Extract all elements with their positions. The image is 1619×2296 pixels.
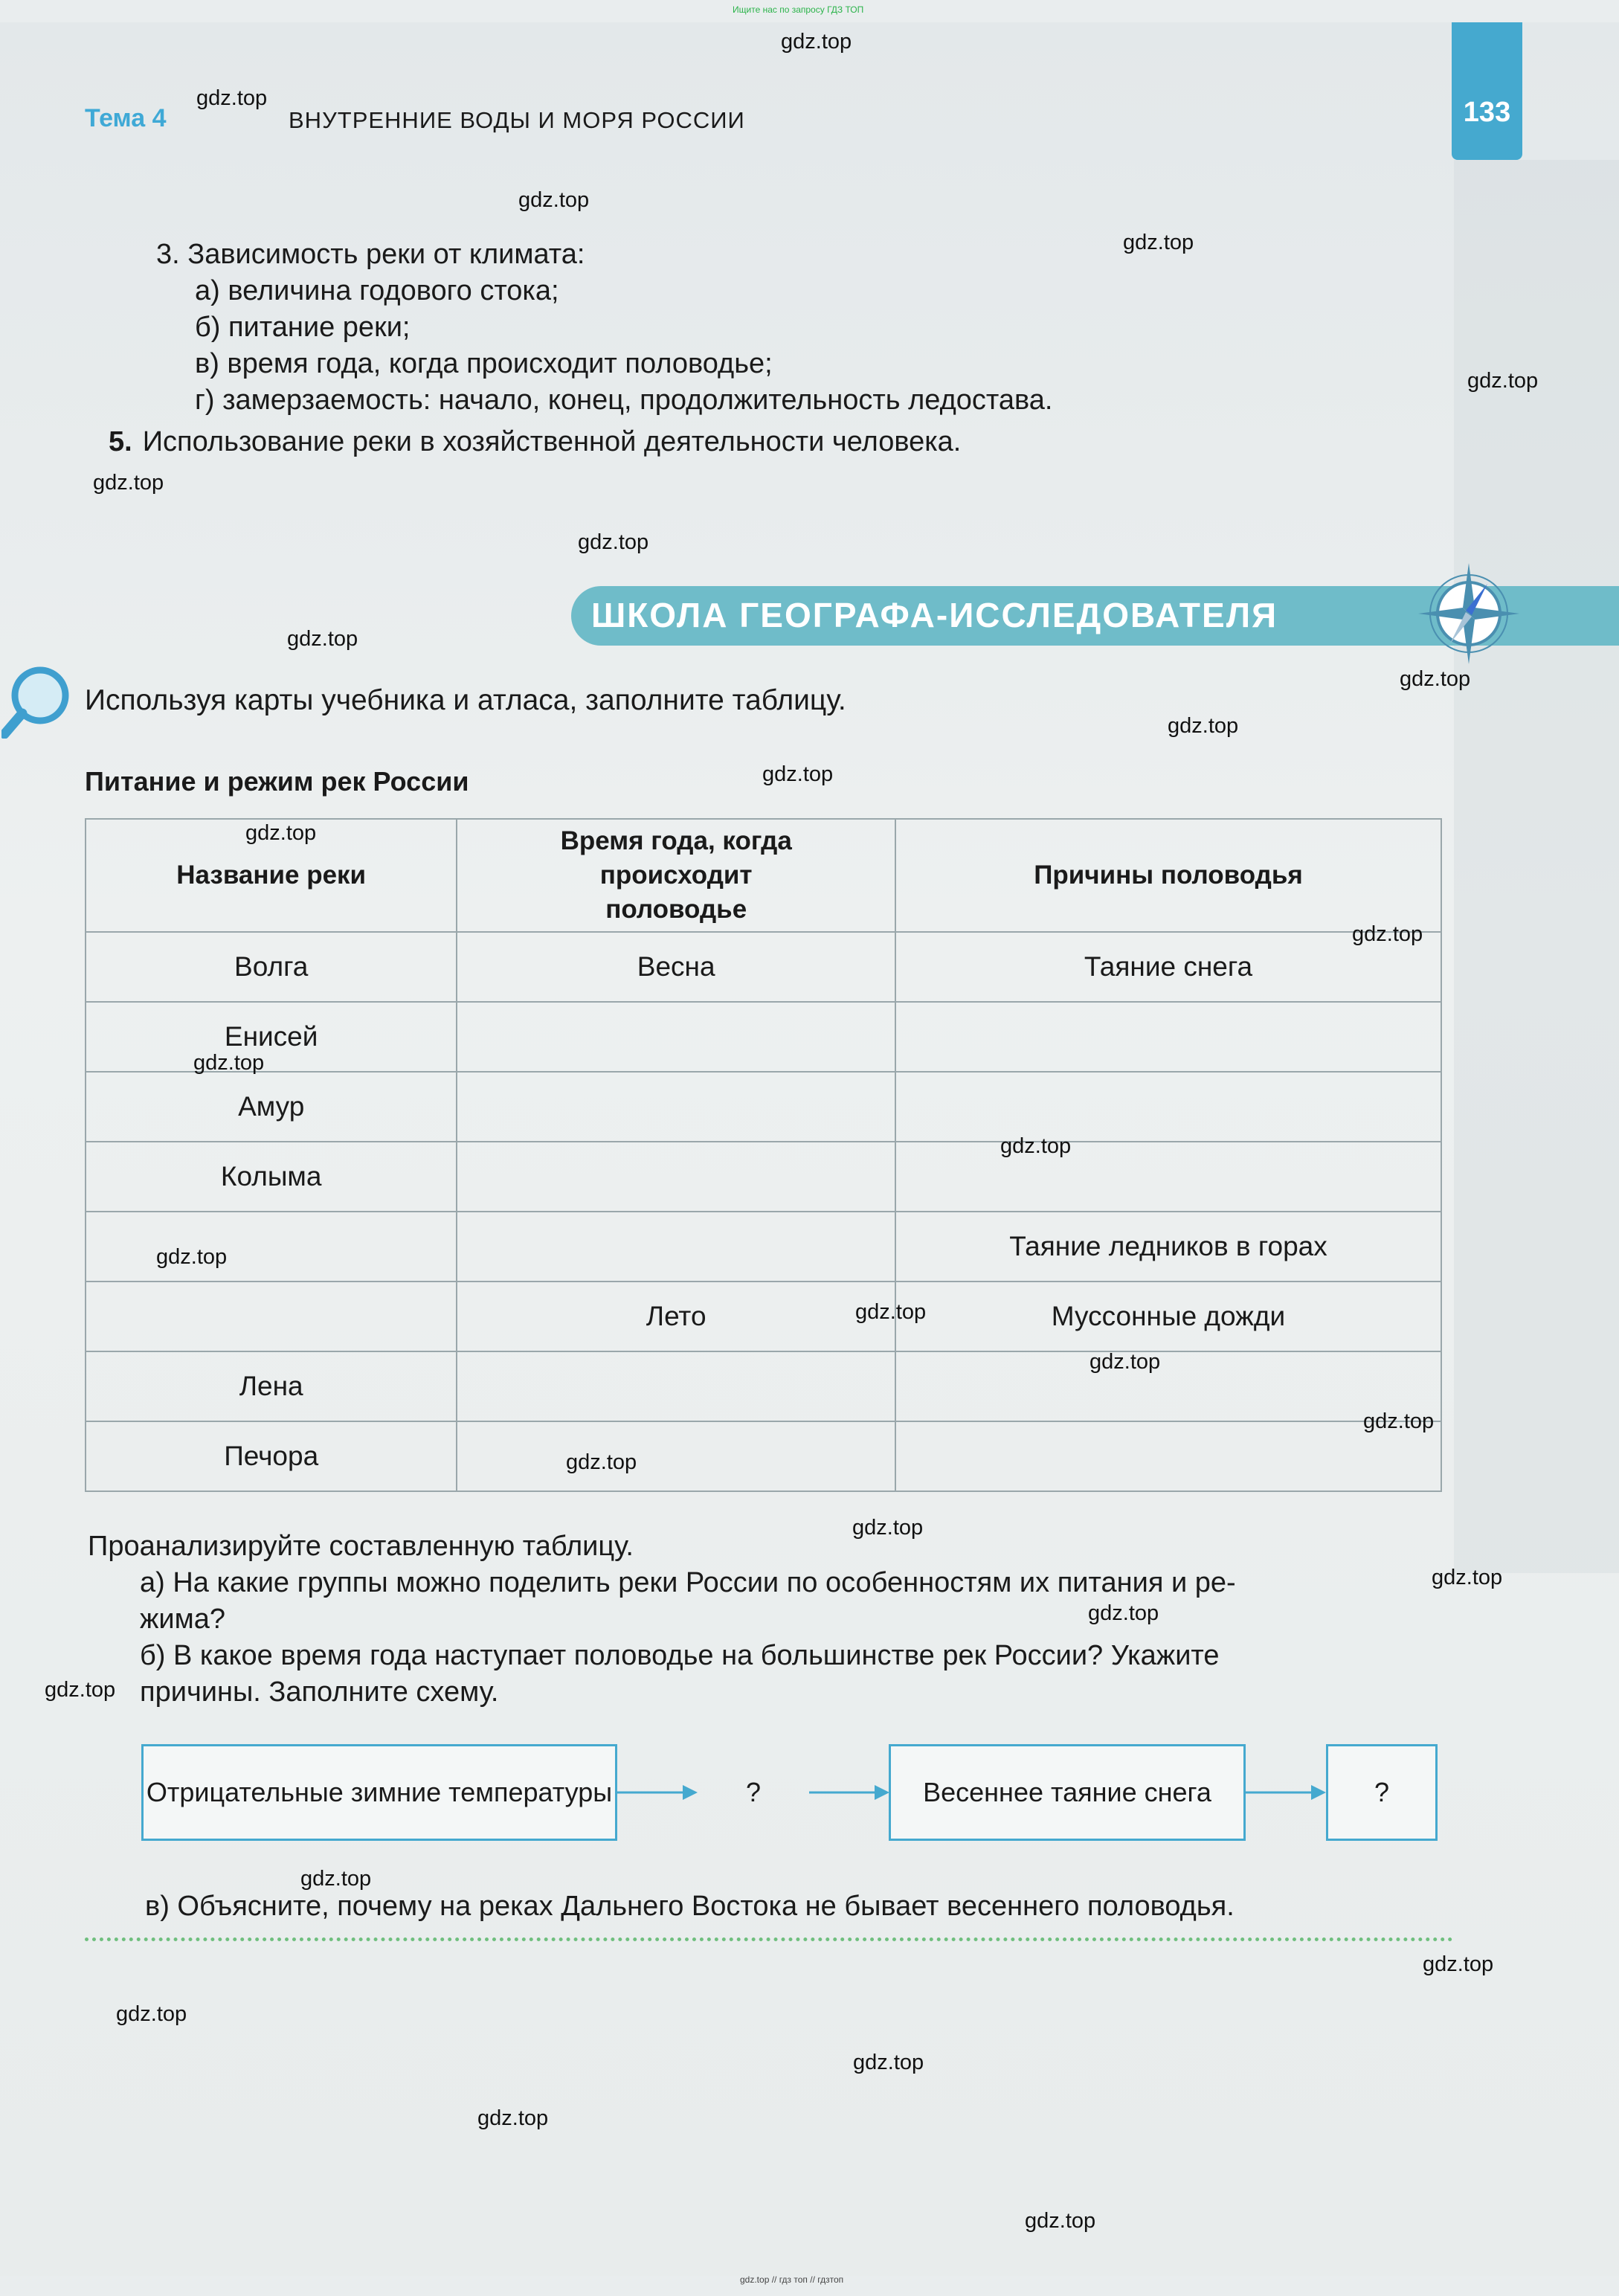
plan-item: в) время года, когда происходит половодье; (195, 348, 773, 379)
table-header-cell: Время года, когда происходит половодье (457, 819, 895, 932)
scheme-box-2-text: ? (745, 1777, 762, 1807)
scheme-box-1 (141, 1744, 617, 1841)
question-b-cont: причины. Заполните схему. (140, 1676, 499, 1708)
scheme-arrow-2 (809, 1781, 891, 1804)
table-cell (895, 1351, 1441, 1421)
table-cell: Колыма (86, 1142, 457, 1212)
chapter-title: ВНУТРЕННИЕ ВОДЫ И МОРЯ РОССИИ (289, 107, 745, 133)
watermark: gdz.top (196, 86, 268, 110)
table-title: Питание и режим рек России (85, 766, 469, 797)
plan-item: 3. Зависимость реки от климата: (156, 239, 585, 270)
table-cell: Амур (86, 1072, 457, 1142)
watermark: gdz.top (1423, 1952, 1494, 1976)
table-cell: Лена (86, 1351, 457, 1421)
scheme-box-2 (698, 1744, 809, 1841)
table-cell (86, 1282, 457, 1351)
table-cell (457, 1351, 895, 1421)
scheme-arrow-1 (617, 1781, 699, 1804)
scheme-arrow-3 (1246, 1781, 1327, 1804)
table-row (86, 1072, 1441, 1142)
watermark: gdz.top (156, 1245, 228, 1269)
watermark: gdz.top (578, 530, 649, 554)
table-cell (895, 1421, 1441, 1491)
page-number: 133 (1452, 22, 1522, 160)
question-a: а) На какие группы можно поделить реки России по особенностям их питания и ре- (140, 1567, 1236, 1598)
plan-list (156, 237, 1052, 419)
table-row (86, 1142, 1441, 1212)
table-cell: Таяние ледников в горах (895, 1212, 1441, 1282)
table-cell: Весна (457, 932, 895, 1002)
scheme-box-3-text: Весеннее таяние снега (923, 1777, 1211, 1807)
question-a-cont: жима? (140, 1604, 226, 1635)
table-row (86, 932, 1441, 1002)
plan-item: г) замерзаемость: начало, конец, продолжительность ледостава. (195, 385, 1053, 416)
plan-item-5-text: Использование реки в хозяйственной деятельности человека. (142, 426, 962, 457)
watermark: gdz.top (762, 762, 834, 786)
table-row (86, 1002, 1441, 1072)
table-cell (895, 1142, 1441, 1212)
table-cell: Печора (86, 1421, 457, 1491)
table-cell: Енисей (86, 1002, 457, 1072)
watermark: gdz.top (1400, 667, 1471, 691)
table-row (86, 1421, 1441, 1491)
watermark: gdz.top (93, 471, 164, 495)
watermark: gdz.top (1000, 1134, 1072, 1158)
question-c: в) Объясните, почему на реках Дальнего Востока не бывает весеннего половодья. (145, 1891, 1235, 1922)
compass-icon (1417, 562, 1521, 666)
section-banner-title: ШКОЛА ГЕОГРАФА-ИССЛЕДОВАТЕЛЯ (591, 596, 1278, 634)
plan-item: б) питание реки; (195, 312, 411, 343)
table-cell (457, 1072, 895, 1142)
watermark: gdz.top (1089, 1350, 1161, 1374)
watermark: gdz.top (855, 1300, 927, 1324)
topic-label: Тема 4 (85, 104, 167, 132)
watermark: gdz.top (116, 2002, 187, 2026)
watermark: gdz.top (193, 1051, 265, 1075)
top-note: Ищите нас по запросу ГДЗ ТОП (733, 4, 864, 15)
watermark: gdz.top (518, 188, 590, 212)
table-cell (457, 1142, 895, 1212)
watermark: gdz.top (245, 821, 317, 845)
watermark: gdz.top (1168, 714, 1239, 738)
table-cell (86, 1212, 457, 1282)
scheme-box-4 (1326, 1744, 1438, 1841)
table-header-cell: Причины половодья (895, 819, 1441, 932)
table-row (86, 1351, 1441, 1421)
watermark: gdz.top (1025, 2209, 1096, 2233)
watermark: gdz.top (300, 1867, 372, 1891)
bottom-note: gdz.top // гдз топ // гдзтоп (740, 2274, 844, 2285)
table-cell: Муссонные дожди (895, 1282, 1441, 1351)
watermark: gdz.top (1432, 1566, 1503, 1589)
magnifier-icon (1, 664, 76, 739)
table-row (86, 1282, 1441, 1351)
watermark: gdz.top (566, 1450, 637, 1474)
table-cell (895, 1072, 1441, 1142)
watermark: gdz.top (45, 1678, 116, 1702)
watermark: gdz.top (477, 2106, 549, 2130)
table-cell (457, 1421, 895, 1491)
table-cell (457, 1002, 895, 1072)
scheme-box-4-text: ? (1374, 1777, 1390, 1807)
plan-item-5 (109, 426, 961, 458)
table-cell: Таяние снега (895, 932, 1441, 1002)
table-cell: Лето (457, 1282, 895, 1351)
watermark: gdz.top (1467, 369, 1539, 393)
watermark: gdz.top (781, 30, 852, 54)
question-b: б) В какое время года наступает половодье на большинстве рек России? Укажите (140, 1640, 1220, 1671)
dotted-divider (85, 1938, 1453, 1941)
scheme-box-3 (889, 1744, 1246, 1841)
table-row (86, 1212, 1441, 1282)
task-text: Используя карты учебника и атласа, заполните таблицу. (85, 684, 846, 716)
watermark: gdz.top (287, 627, 358, 651)
table-header-cell: Название реки (86, 819, 457, 932)
watermark: gdz.top (852, 1516, 924, 1540)
rivers-table (85, 818, 1442, 1492)
analysis-block (88, 1528, 1456, 1711)
watermark: gdz.top (1123, 231, 1194, 254)
watermark: gdz.top (1088, 1601, 1159, 1625)
table-cell (457, 1212, 895, 1282)
table-cell (895, 1002, 1441, 1072)
analysis-intro: Проанализируйте составленную таблицу. (88, 1531, 634, 1562)
plan-item: а) величина годового стока; (195, 275, 559, 306)
watermark: gdz.top (1363, 1409, 1435, 1433)
table-cell: Волга (86, 932, 457, 1002)
scheme-box-1-text: Отрицательные зимние температуры (146, 1777, 613, 1807)
watermark: gdz.top (853, 2051, 924, 2074)
watermark: gdz.top (1352, 922, 1423, 946)
plan-item-5-number: 5. (109, 426, 132, 457)
